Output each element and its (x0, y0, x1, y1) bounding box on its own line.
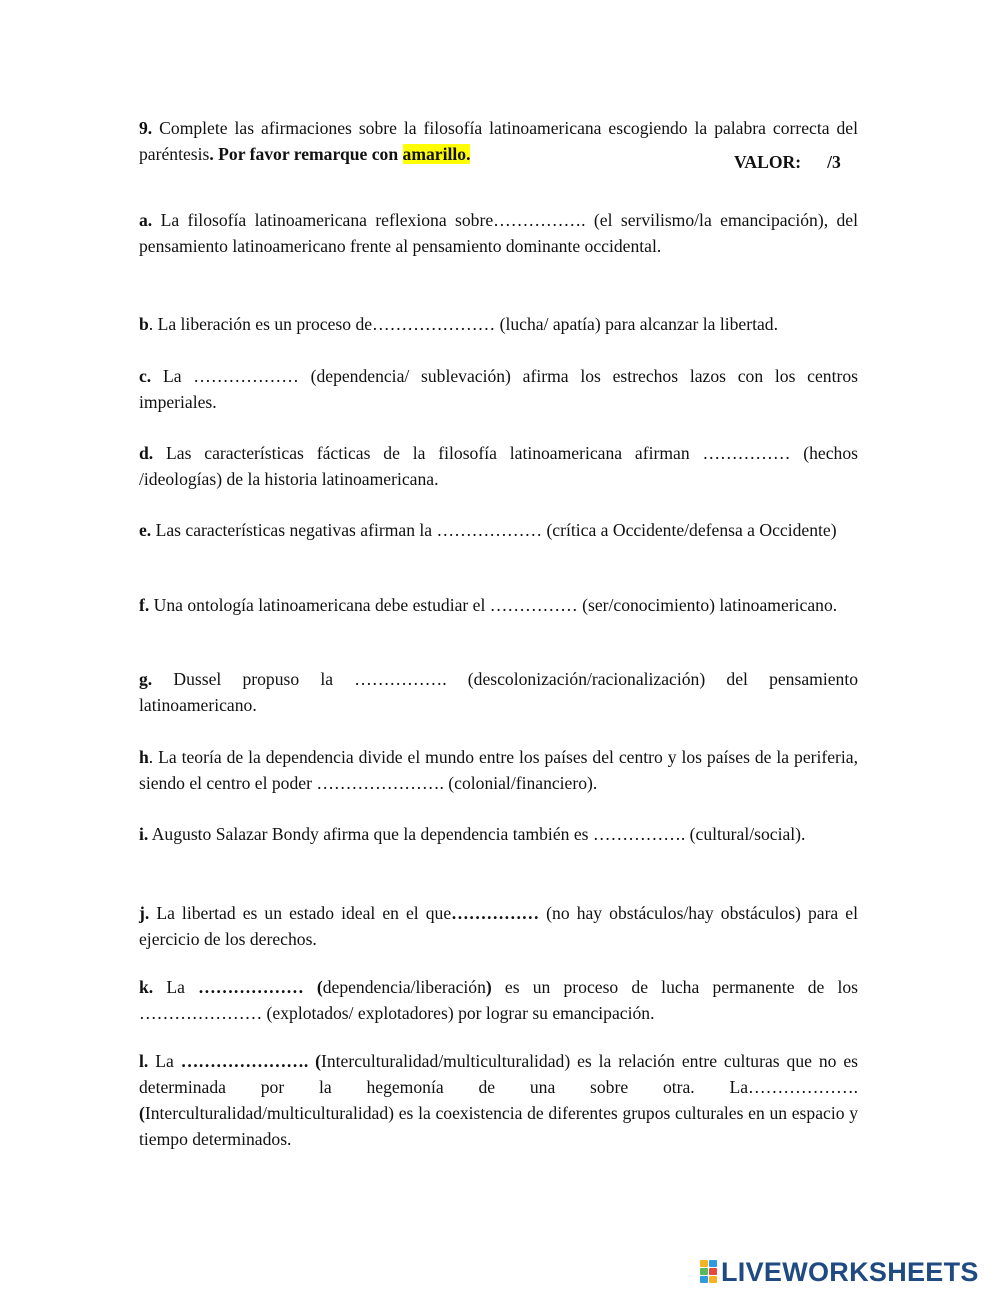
item-text: Una ontología latinoamericana debe estudiar el …………… (ser/conocimiento) latinoamericano. (149, 595, 838, 615)
item-text: La filosofía latinoamericana reflexiona sobre……………. (el servilismo/la emancipación), del pensamiento latinoamericano frente al pensamiento dominante occidental. (139, 210, 858, 256)
highlight-word: amarillo. (402, 144, 471, 164)
item-l (139, 1048, 858, 1152)
liveworksheets-logo-icon (700, 1260, 717, 1284)
question-number: 9. (139, 118, 153, 138)
item-f (139, 592, 858, 618)
item-text: (no hay obstáculos/hay obstáculos) para el ejercicio de los derechos. (139, 903, 858, 949)
liveworksheets-logo (700, 1257, 979, 1287)
item-letter: c. (139, 366, 152, 386)
item-letter: k. (139, 977, 154, 997)
item-letter: h (139, 747, 149, 767)
item-g (139, 666, 858, 718)
item-d (139, 440, 858, 492)
item-text: es un proceso de lucha permanente de los ………………… (explotados/ explotadores) por lograr su emancipación. (139, 977, 859, 1023)
item-blank: …………… (451, 903, 540, 923)
valor-total: /3 (827, 152, 841, 172)
item-text: La (153, 977, 199, 997)
item-c (139, 363, 858, 415)
item-letter: b (139, 314, 149, 334)
item-letter: d. (139, 443, 154, 463)
valor-label: VALOR: (734, 152, 802, 172)
item-paren: ( (139, 1103, 145, 1123)
item-k (139, 974, 858, 1026)
item-j (139, 900, 858, 952)
item-h (139, 744, 858, 796)
item-text: dependencia/liberación (322, 977, 486, 997)
item-letter: a. (139, 210, 153, 230)
item-text: Dussel propuso la ……………. (descolonización/racionalización) del pensamiento latinoamericano. (139, 669, 858, 715)
item-text: Augusto Salazar Bondy afirma que la dependencia también es ……………. (cultural/social). (148, 824, 806, 844)
item-a (139, 207, 858, 259)
item-text: Interculturalidad/multiculturalidad) es la coexistencia de diferentes grupos culturales en un espacio y tiempo determinados. (139, 1103, 858, 1149)
item-letter: g. (139, 669, 153, 689)
item-b (139, 311, 858, 337)
item-text: La ……………… (dependencia/ sublevación) afirma los estrechos lazos con los centros imperiales. (139, 366, 858, 412)
logo-text: LIVEWORKSHEETS (721, 1256, 979, 1287)
item-text: Las características fácticas de la filosofía latinoamericana afirman …………… (hechos /ideologías) de la historia latinoamericana. (139, 443, 858, 489)
instruction-request: . Por favor remarque con (209, 144, 403, 164)
item-text: . La liberación es un proceso de………………… (lucha/ apatía) para alcanzar la libertad. (148, 314, 778, 334)
item-blank: ……………… ( (198, 977, 323, 997)
item-letter: l. (139, 1051, 149, 1071)
item-text: La libertad es un estado ideal en el que (149, 903, 452, 923)
item-text: La (148, 1051, 181, 1071)
item-blank: …………………. ( (180, 1051, 322, 1071)
item-i (139, 821, 858, 847)
item-paren: ) (485, 977, 492, 997)
item-letter: i. (139, 824, 149, 844)
item-text: . La teoría de la dependencia divide el mundo entre los países del centro y los países de la periferia, siendo el centro el poder …………………. (colonial/financiero). (139, 747, 858, 793)
item-e (139, 517, 858, 543)
valor-score (734, 149, 841, 175)
instruction-text: Complete las afirmaciones sobre la filosofía latinoamericana escogiendo la palabra correcta del paréntesis (139, 118, 858, 164)
item-text: Interculturalidad/multiculturalidad) es la relación entre culturas que no es determinada por la hegemonía de una sobre otra. La………………. (139, 1051, 858, 1097)
item-letter: f. (139, 595, 150, 615)
item-letter: e. (139, 520, 152, 540)
item-text: Las características negativas afirman la ……………… (crítica a Occidente/defensa a Occidente) (151, 520, 837, 540)
item-letter: j. (139, 903, 150, 923)
